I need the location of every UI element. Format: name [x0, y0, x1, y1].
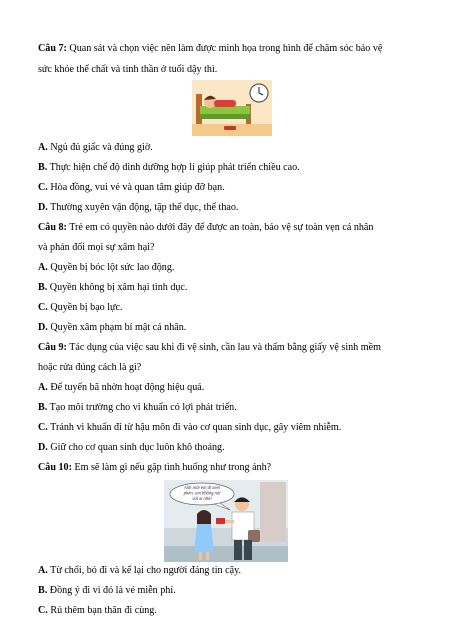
ticket-icon — [216, 518, 225, 524]
q7-stem-line1: Câu 7: Quan sát và chọn việc nên làm được minh họa trong hình để chăm sóc bảo vệ — [38, 43, 383, 54]
q10-option-a[interactable]: A. Từ chối, bỏ đi và kể lại cho người đáng tin cậy. — [38, 565, 241, 576]
q8-stem-line2: và phản đối mọi sự xâm hại? — [38, 242, 155, 253]
q10-option-c[interactable]: C. Rủ thêm bạn thân đi cùng. — [38, 605, 157, 616]
q8-option-d[interactable]: D. Quyền xâm phạm bí mật cá nhân. — [38, 322, 187, 333]
speech-line-3: với ai nhé! — [192, 496, 212, 501]
q7-stem-line2: sức khỏe thể chất và tinh thần ở tuổi dậy thì. — [38, 64, 218, 75]
q8-option-c[interactable]: C. Quyền bị bạo lực. — [38, 302, 123, 313]
q8-option-b[interactable]: B. Quyền không bị xâm hại tình dục. — [38, 282, 188, 293]
q9-label: Câu 9: — [38, 342, 67, 353]
q9-option-b[interactable]: B. Tạo môi trường cho vi khuẩn có lợi phát triển. — [38, 402, 237, 413]
q9-option-c[interactable]: C. Tránh vi khuẩn đi từ hậu môn đi vào cơ quan sinh dục, gây viêm nhiễm. — [38, 422, 342, 433]
q8-option-a[interactable]: A. Quyền bị bóc lột sức lao động. — [38, 262, 175, 273]
q9-stem-line1: Câu 9: Tác dụng của việc sau khi đi vệ sinh, cần lau và thấm bằng giấy vệ sinh mềm — [38, 342, 381, 353]
sleeping-child-illustration — [192, 80, 272, 136]
q7-option-c[interactable]: C. Hòa đồng, vui vẻ và quan tâm giúp đỡ bạn. — [38, 182, 225, 193]
q9-option-a[interactable]: A. Để tuyến bã nhờn hoạt động hiệu quả. — [38, 382, 205, 393]
q7-option-a[interactable]: A. Ngủ đủ giấc và đúng giờ. — [38, 142, 153, 153]
q8-stem-line1: Câu 8: Trẻ em có quyền nào dưới đây để được an toàn, bảo vệ sự toàn vẹn cá nhân — [38, 222, 374, 233]
q8-label: Câu 8: — [38, 222, 67, 233]
q9-stem-line2: hoặc rửa đúng cách là gì? — [38, 362, 142, 373]
q10-stem-line1: Câu 10: Em sẽ làm gì nếu gặp tình huống như trong ảnh? — [38, 462, 272, 473]
q10-label: Câu 10: — [38, 462, 72, 473]
q7-option-b[interactable]: B. Thực hiện chế độ dinh dưỡng hợp lí giúp phát triển chiều cao. — [38, 162, 300, 173]
q10-option-b[interactable]: B. Đồng ý đi vì đó là vé miễn phí. — [38, 585, 176, 596]
q7-option-d[interactable]: D. Thường xuyên vận động, tập thể dục, thể thao. — [38, 202, 239, 213]
speech-line-2: phim, em không nói — [183, 490, 221, 496]
q9-option-d[interactable]: D. Giữ cho cơ quan sinh dục luôn khô thoáng. — [38, 442, 225, 453]
stranger-offer-illustration — [164, 480, 288, 562]
q7-label: Câu 7: — [38, 43, 67, 54]
speech-line-1: Anh mời em đi xem — [183, 485, 221, 490]
